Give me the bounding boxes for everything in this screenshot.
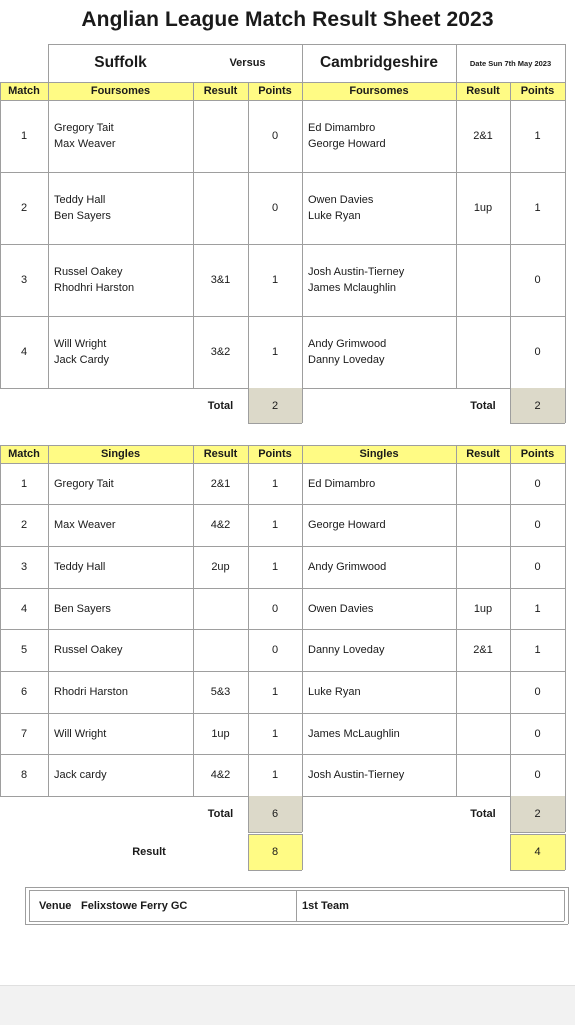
grid-line <box>48 82 49 388</box>
grid-line <box>510 423 565 424</box>
foursomes-match-number: 2 <box>20 202 28 214</box>
away-pair-player-1: Josh Austin-Tierney <box>308 266 405 278</box>
home-points: 1 <box>271 274 279 286</box>
singles-home-total: 6 <box>271 808 279 820</box>
home-points: 0 <box>271 130 279 142</box>
home-result: 3&2 <box>210 346 231 358</box>
singles-match-number: 4 <box>20 602 28 615</box>
grid-line <box>0 82 565 83</box>
home-pair-player-2: Ben Sayers <box>54 210 111 222</box>
away-player: George Howard <box>308 519 386 531</box>
singles-match-number: 1 <box>20 477 28 490</box>
singles-col-header: Singles <box>100 448 141 460</box>
home-pair-player-2: Jack Cardy <box>54 354 110 366</box>
foursomes-home-total: 2 <box>271 399 279 412</box>
away-result <box>456 671 510 713</box>
foursomes-col-header: Result <box>203 85 238 97</box>
singles-home-total-label: Total <box>207 808 234 820</box>
home-points: 0 <box>271 202 279 214</box>
away-points: 1 <box>534 130 541 142</box>
home-player: Max Weaver <box>54 519 116 531</box>
result-label: Result <box>132 846 166 858</box>
away-result: 2&1 <box>473 644 493 656</box>
away-points: 1 <box>534 644 541 656</box>
away-pair <box>308 244 456 316</box>
grid-line <box>565 796 566 832</box>
grid-line <box>565 44 566 82</box>
home-pair <box>54 316 193 388</box>
singles-col-header: Result <box>203 448 238 460</box>
away-final-result: 4 <box>534 846 541 858</box>
home-result: 3&1 <box>210 274 231 286</box>
away-result <box>456 713 510 754</box>
grid-line <box>302 834 303 870</box>
away-team-name: Cambridgeshire <box>319 54 438 71</box>
home-pair <box>54 100 193 172</box>
singles-col-header: Singles <box>359 448 399 460</box>
away-result <box>456 504 510 546</box>
home-pair-player-1: Teddy Hall <box>54 194 106 206</box>
away-pair <box>308 100 456 172</box>
singles-match-number: 3 <box>20 561 28 573</box>
home-player: Russel Oakey <box>54 644 123 656</box>
away-result <box>456 754 510 796</box>
foursomes-col-header: Points <box>520 85 555 97</box>
foursomes-match-number: 3 <box>20 274 28 286</box>
away-points: 0 <box>534 274 541 286</box>
singles-match-number: 6 <box>20 686 28 698</box>
grid-line <box>25 887 26 924</box>
singles-col-header: Match <box>8 448 40 460</box>
away-result: 1up <box>473 202 493 214</box>
away-pair-player-2: James Mclaughlin <box>308 282 397 294</box>
grid-line <box>302 82 303 388</box>
away-result: 2&1 <box>473 130 493 142</box>
foursomes-col-header: Foursomes <box>349 85 409 97</box>
grid-line <box>302 388 303 423</box>
venue-label: Venue <box>39 899 72 912</box>
away-points: 0 <box>534 561 541 573</box>
home-points: 1 <box>271 477 279 490</box>
home-points: 1 <box>271 519 279 531</box>
page-bottom-band <box>0 985 575 1025</box>
home-points: 1 <box>271 561 279 573</box>
grid-line <box>565 82 566 388</box>
away-points: 0 <box>534 686 541 698</box>
away-points: 0 <box>534 519 541 531</box>
home-pair-player-1: Russel Oakey <box>54 266 123 278</box>
grid-line <box>248 870 302 871</box>
away-points: 0 <box>534 727 541 740</box>
foursomes-col-header: Result <box>466 85 500 97</box>
foursomes-home-total-label: Total <box>207 399 234 412</box>
grid-line <box>248 832 302 833</box>
away-player: Andy Grimwood <box>308 561 387 573</box>
away-result <box>456 244 510 316</box>
versus-label: Versus <box>229 57 266 69</box>
singles-col-header: Result <box>466 448 500 460</box>
away-result <box>456 316 510 388</box>
away-points: 0 <box>534 346 541 358</box>
grid-line <box>25 887 568 888</box>
grid-line <box>25 924 568 925</box>
home-player: Teddy Hall <box>54 561 106 573</box>
home-result <box>193 629 248 671</box>
home-result: 4&2 <box>210 519 231 531</box>
grid-line <box>29 890 30 921</box>
grid-line <box>302 445 303 796</box>
away-points: 0 <box>534 769 541 781</box>
away-player: Josh Austin-Tierney <box>308 769 405 781</box>
grid-line <box>568 887 569 924</box>
grid-line <box>565 388 566 423</box>
away-pair <box>308 172 456 244</box>
away-pair-player-1: Andy Grimwood <box>308 338 387 350</box>
home-pair <box>54 172 193 244</box>
home-pair-player-2: Max Weaver <box>54 138 116 150</box>
away-points: 1 <box>534 602 541 615</box>
team-label: 1st Team <box>302 899 349 912</box>
singles-col-header: Points <box>520 448 555 460</box>
home-player: Ben Sayers <box>54 602 111 615</box>
home-final-result: 8 <box>271 846 279 858</box>
away-pair-player-1: Ed Dimambro <box>308 122 376 134</box>
away-pair-player-2: George Howard <box>308 138 386 150</box>
foursomes-away-total-label: Total <box>470 399 496 412</box>
home-result: 4&2 <box>210 769 231 781</box>
venue-name: Felixstowe Ferry GC <box>81 899 188 912</box>
foursomes-col-header: Foursomes <box>90 85 151 97</box>
grid-line <box>48 445 49 796</box>
away-result <box>456 463 510 504</box>
home-player: Rhodri Harston <box>54 686 128 698</box>
home-points: 0 <box>271 644 279 656</box>
grid-line <box>248 423 302 424</box>
away-points: 0 <box>534 477 541 490</box>
grid-line <box>510 832 565 833</box>
foursomes-col-header: Match <box>8 85 40 97</box>
away-pair-player-1: Owen Davies <box>308 194 374 206</box>
away-points: 1 <box>534 202 541 214</box>
home-result: 5&3 <box>210 686 231 698</box>
away-player: Luke Ryan <box>308 686 361 698</box>
home-pair-player-1: Will Wright <box>54 338 107 350</box>
grid-line <box>29 921 564 922</box>
home-result <box>193 588 248 629</box>
singles-away-total-label: Total <box>470 808 496 820</box>
away-pair <box>308 316 456 388</box>
away-result <box>456 546 510 588</box>
singles-match-number: 2 <box>20 519 28 531</box>
home-player: Will Wright <box>54 727 107 740</box>
foursomes-away-total: 2 <box>534 399 541 412</box>
grid-line <box>565 834 566 870</box>
home-result: 1up <box>211 727 230 740</box>
singles-match-number: 5 <box>20 644 28 656</box>
away-pair-player-2: Luke Ryan <box>308 210 361 222</box>
away-player: Owen Davies <box>308 602 374 615</box>
home-points: 1 <box>271 346 279 358</box>
home-result: 2up <box>211 561 230 573</box>
home-pair-player-2: Rhodhri Harston <box>54 282 135 294</box>
away-player: Ed Dimambro <box>308 477 376 490</box>
away-player: James McLaughlin <box>308 727 400 740</box>
away-pair-player-2: Danny Loveday <box>308 354 385 366</box>
home-team-name: Suffolk <box>94 54 147 71</box>
grid-line <box>296 890 297 921</box>
grid-line <box>565 445 566 796</box>
singles-match-number: 8 <box>20 769 28 781</box>
foursomes-col-header: Points <box>258 85 292 97</box>
sheet-title: Anglian League Match Result Sheet 2023 <box>81 8 494 31</box>
away-player: Danny Loveday <box>308 644 385 656</box>
home-result: 2&1 <box>210 477 231 490</box>
grid-line <box>302 796 303 832</box>
away-result: 1up <box>473 602 493 615</box>
home-pair-player-1: Gregory Tait <box>54 122 114 134</box>
foursomes-match-number: 4 <box>20 346 28 358</box>
home-player: Jack cardy <box>54 769 107 781</box>
grid-line <box>564 890 565 921</box>
singles-away-total: 2 <box>534 808 541 820</box>
singles-col-header: Points <box>258 448 292 460</box>
home-result <box>193 100 248 172</box>
home-points: 1 <box>271 727 279 740</box>
grid-line <box>510 870 565 871</box>
match-date: Date Sun 7th May 2023 <box>469 58 552 68</box>
home-player: Gregory Tait <box>54 477 114 490</box>
home-result <box>193 172 248 244</box>
foursomes-match-number: 1 <box>20 130 28 142</box>
home-points: 1 <box>271 769 279 781</box>
home-points: 1 <box>271 686 279 698</box>
singles-match-number: 7 <box>20 727 28 740</box>
grid-line <box>0 445 565 446</box>
home-points: 0 <box>271 602 279 615</box>
home-pair <box>54 244 193 316</box>
